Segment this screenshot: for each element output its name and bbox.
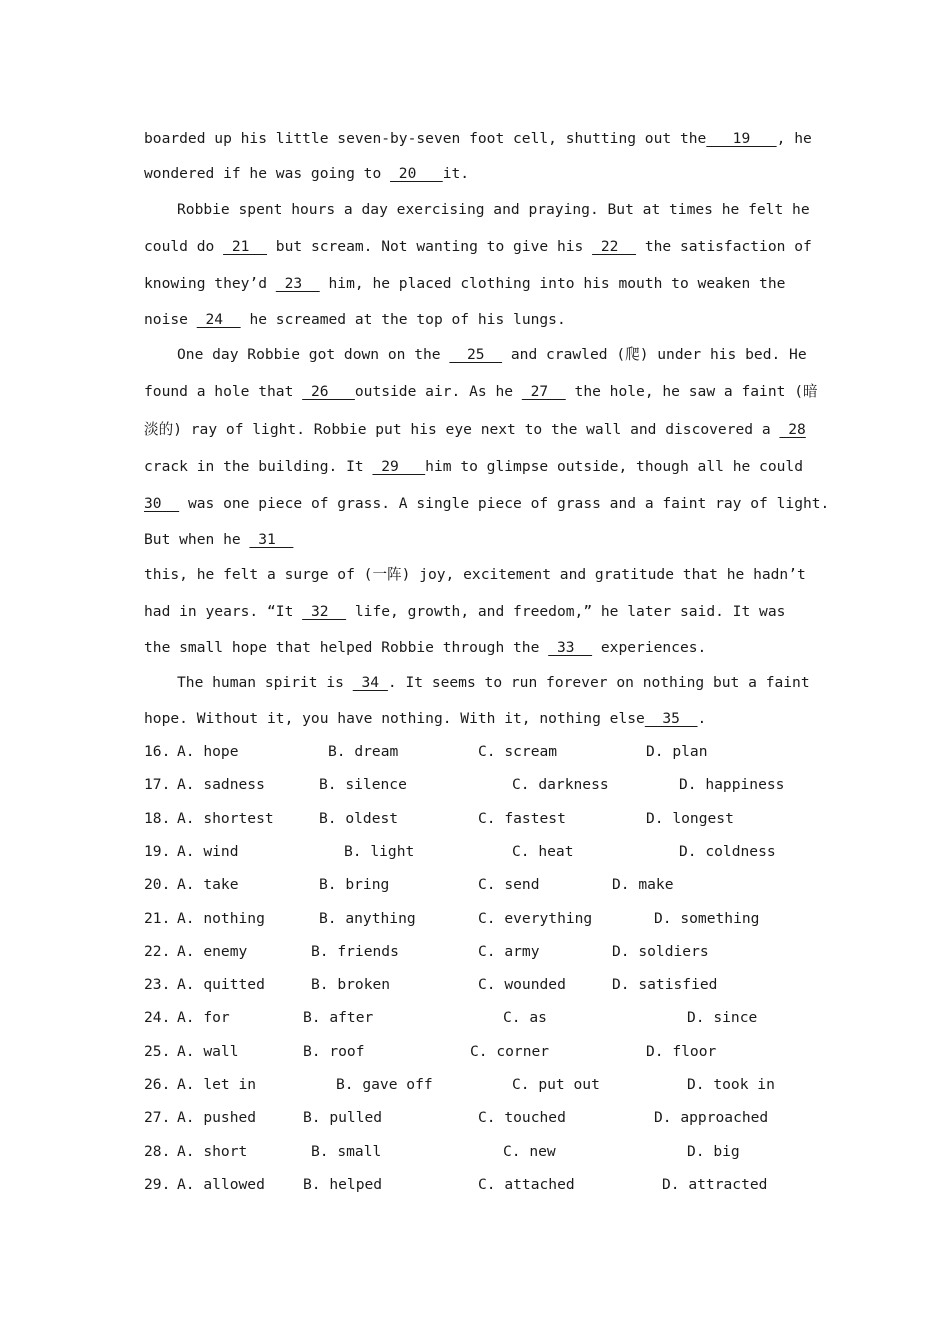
passage-text: 淡的) ray of light. Robbie put his eye next to the wall and discovered a <box>144 420 780 438</box>
blank-31: 31 <box>249 530 294 548</box>
option-a: A. wind <box>177 842 239 860</box>
passage-text: wondered if he was going to <box>144 165 391 183</box>
option-d: D. coldness <box>679 842 776 860</box>
question-row <box>144 1168 806 1201</box>
question-number: 22. <box>144 942 171 960</box>
passage-text: experiences. <box>592 638 707 656</box>
question-number: 18. <box>144 809 171 827</box>
document-content <box>144 120 830 1201</box>
blank-23: 23 <box>275 275 320 293</box>
passage-text: life, growth, and freedom,” he later said. It was <box>346 603 786 621</box>
passage-text: knowing they’d <box>144 275 276 293</box>
question-list <box>144 735 806 1201</box>
option-d: D. floor <box>646 1042 717 1060</box>
option-a: A. let in <box>177 1076 257 1094</box>
passage-text: One day Robbie got down on the <box>177 346 450 364</box>
option-d: D. satisfied <box>612 976 718 994</box>
option-c: C. fastest <box>478 809 566 827</box>
option-d: D. longest <box>646 809 734 827</box>
option-c: C. new <box>503 1142 556 1160</box>
passage-text: had in years. “It <box>144 603 303 621</box>
option-c: C. scream <box>478 743 558 761</box>
option-a: A. short <box>177 1142 248 1160</box>
question-number: 26. <box>144 1076 171 1094</box>
passage-line <box>144 265 806 302</box>
question-row <box>144 835 806 868</box>
passage-line <box>144 556 806 593</box>
option-c: C. corner <box>470 1042 550 1060</box>
question-number: 25. <box>144 1042 171 1060</box>
option-d: D. something <box>654 909 760 927</box>
passage-text: the hole, he saw a faint (暗 <box>565 383 818 401</box>
option-a: A. shortest <box>177 809 274 827</box>
option-b: B. bring <box>319 876 390 894</box>
question-number: 29. <box>144 1175 171 1193</box>
option-a: A. sadness <box>177 776 265 794</box>
question-row <box>144 768 806 801</box>
passage-line <box>144 485 830 522</box>
option-b: B. anything <box>319 909 416 927</box>
blank-20: 20 <box>390 165 443 183</box>
blank-25: 25 <box>449 346 503 364</box>
option-a: A. for <box>177 1009 230 1027</box>
question-row <box>144 968 806 1001</box>
question-row <box>144 1068 806 1101</box>
blank-24: 24 <box>196 310 241 328</box>
option-c: C. army <box>478 942 540 960</box>
passage-line <box>144 228 812 265</box>
passage-line <box>144 411 806 448</box>
question-number: 20. <box>144 876 171 894</box>
passage-line <box>144 373 818 410</box>
passage-text: But when he <box>144 530 250 548</box>
option-a: A. quitted <box>177 976 265 994</box>
option-a: A. enemy <box>177 942 248 960</box>
blank-30: 30 <box>144 495 180 513</box>
blank-19: 19 <box>706 130 777 147</box>
question-number: 16. <box>144 743 171 761</box>
passage-line <box>144 523 806 557</box>
passage-line <box>144 336 806 373</box>
option-b: B. dream <box>328 743 399 761</box>
passage-line <box>144 702 806 736</box>
passage-line <box>144 157 806 191</box>
option-b: B. oldest <box>319 809 399 827</box>
option-d: D. attracted <box>662 1175 768 1193</box>
passage-line <box>144 191 810 228</box>
option-c: C. everything <box>478 909 593 927</box>
blank-34: 34 <box>352 674 388 692</box>
option-b: B. roof <box>303 1042 365 1060</box>
question-row <box>144 935 806 968</box>
blank-22: 22 <box>592 238 637 256</box>
passage-text: him to glimpse outside, though all he could <box>425 458 803 476</box>
option-a: A. pushed <box>177 1109 257 1127</box>
passage-line <box>144 303 806 337</box>
passage <box>144 120 830 735</box>
passage-text: outside air. As he <box>354 383 522 401</box>
option-b: B. gave off <box>336 1076 433 1094</box>
option-c: C. as <box>503 1009 547 1027</box>
question-row <box>144 1135 806 1168</box>
question-number: 19. <box>144 842 171 860</box>
passage-line <box>144 593 806 630</box>
option-d: D. big <box>687 1142 740 1160</box>
blank-27: 27 <box>521 383 566 401</box>
option-b: B. silence <box>319 776 407 794</box>
option-c: C. put out <box>512 1076 600 1094</box>
passage-text: it. <box>442 165 470 183</box>
passage-text: but scream. Not wanting to give his <box>267 238 593 256</box>
option-d: D. happiness <box>679 776 785 794</box>
passage-text: he screamed at the top of his lungs. <box>240 310 566 328</box>
option-a: A. hope <box>177 743 239 761</box>
option-a: A. take <box>177 876 239 894</box>
option-d: D. soldiers <box>612 942 709 960</box>
question-row <box>144 868 806 901</box>
passage-text: hope. Without it, you have nothing. With it, nothing else <box>144 709 645 727</box>
question-number: 21. <box>144 909 171 927</box>
question-number: 28. <box>144 1142 171 1160</box>
passage-line <box>144 664 810 701</box>
question-number: 23. <box>144 976 171 994</box>
passage-text: him, he placed clothing into his mouth to weaken the <box>319 275 786 293</box>
question-row <box>144 1101 806 1134</box>
option-a: A. nothing <box>177 909 265 927</box>
passage-text: could do <box>144 238 224 256</box>
option-c: C. wounded <box>478 976 566 994</box>
option-d: D. make <box>612 876 674 894</box>
option-b: B. small <box>311 1142 382 1160</box>
blank-33: 33 <box>548 638 593 656</box>
option-a: A. wall <box>177 1042 239 1060</box>
option-b: B. after <box>303 1009 374 1027</box>
passage-text: found a hole that <box>144 383 303 401</box>
blank-29: 29 <box>372 458 426 476</box>
question-row <box>144 735 806 768</box>
option-d: D. approached <box>654 1109 769 1127</box>
passage-text: , he <box>776 130 812 147</box>
option-d: D. plan <box>646 743 708 761</box>
blank-32: 32 <box>302 603 347 621</box>
passage-text: noise <box>144 310 197 328</box>
question-number: 17. <box>144 776 171 794</box>
passage-text: . <box>697 709 707 727</box>
option-d: D. took in <box>687 1076 775 1094</box>
question-number: 24. <box>144 1009 171 1027</box>
blank-28: 28 <box>779 420 806 438</box>
question-row <box>144 1001 806 1034</box>
option-c: C. darkness <box>512 776 609 794</box>
option-b: B. pulled <box>303 1109 383 1127</box>
passage-text: Robbie spent hours a day exercising and praying. But at times he felt he <box>177 200 810 218</box>
option-b: B. broken <box>311 976 391 994</box>
passage-line <box>144 448 806 485</box>
passage-line <box>144 631 806 665</box>
blank-26: 26 <box>302 383 355 401</box>
option-c: C. send <box>478 876 540 894</box>
question-number: 27. <box>144 1109 171 1127</box>
option-b: B. light <box>344 842 415 860</box>
passage-text: was one piece of grass. A single piece of grass and a faint ray of light. <box>179 495 830 513</box>
passage-text: crack in the building. It <box>144 458 373 476</box>
question-row <box>144 1035 806 1068</box>
blank-35: 35 <box>644 709 698 727</box>
option-b: B. friends <box>311 942 399 960</box>
option-a: A. allowed <box>177 1175 265 1193</box>
option-d: D. since <box>687 1009 758 1027</box>
question-row <box>144 802 806 835</box>
passage-text: and crawled (爬) under his bed. He <box>502 346 807 364</box>
question-row <box>144 902 806 935</box>
passage-text: the small hope that helped Robbie through the <box>144 638 549 656</box>
option-b: B. helped <box>303 1175 383 1193</box>
option-c: C. attached <box>478 1175 575 1193</box>
passage-text: boarded up his little seven-by-seven foot cell, shutting out the <box>144 130 707 147</box>
option-c: C. heat <box>512 842 574 860</box>
blank-21: 21 <box>223 238 268 256</box>
passage-text: this, he felt a surge of (一阵) joy, excitement and gratitude that he hadn’t <box>144 566 806 584</box>
passage-line <box>144 120 812 157</box>
passage-text: the satisfaction of <box>636 238 812 256</box>
option-c: C. touched <box>478 1109 566 1127</box>
passage-text: The human spirit is <box>177 674 353 692</box>
passage-text: . It seems to run forever on nothing but a faint <box>387 674 810 692</box>
